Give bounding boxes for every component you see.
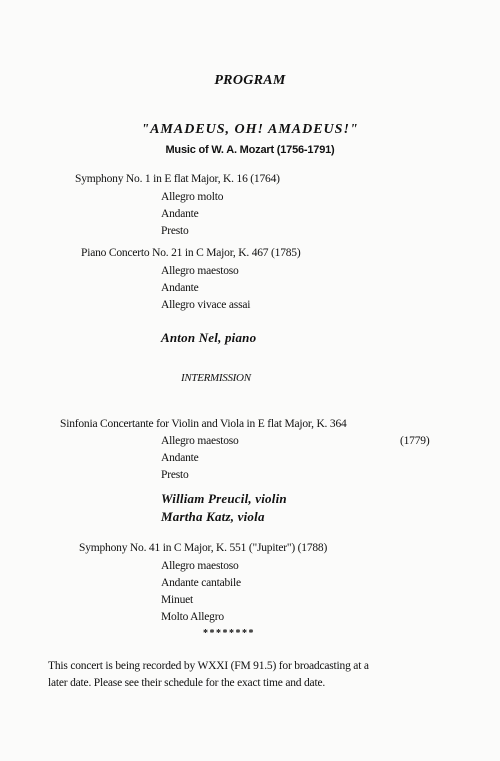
- performer-violin: William Preucil, violin: [161, 491, 287, 506]
- broadcast-note-line: This concert is being recorded by WXXI (FM 91.5) for broadcasting at a: [48, 660, 369, 672]
- broadcast-note-line: later date. Please see their schedule for the exact time and date.: [48, 677, 326, 689]
- intermission-label: INTERMISSION: [181, 372, 251, 384]
- movement-item: Allegro maestoso: [161, 435, 239, 447]
- movement-item: Andante cantabile: [161, 577, 241, 589]
- movement-item: Minuet: [161, 594, 194, 606]
- movement-item: Allegro maestoso: [161, 265, 239, 277]
- concert-subtitle: Music of W. A. Mozart (1756-1791): [165, 144, 335, 156]
- movement-item: Andante: [161, 282, 199, 294]
- work-year-sinfonia-concertante: (1779): [400, 435, 430, 447]
- work-title-symphony-1: Symphony No. 1 in E flat Major, K. 16 (1764): [75, 173, 280, 185]
- movement-item: Presto: [161, 225, 189, 237]
- work-movements-symphony-41: [161, 558, 241, 626]
- work-movements-sinfonia-concertante: [161, 433, 239, 484]
- performer-viola: Martha Katz, viola: [161, 509, 265, 524]
- performer-piano: Anton Nel, piano: [161, 330, 257, 345]
- movement-item: Allegro vivace assai: [161, 299, 251, 311]
- movement-item: Andante: [161, 208, 199, 220]
- movement-item: Presto: [161, 469, 189, 481]
- movement-item: Allegro maestoso: [161, 560, 239, 572]
- work-movements-symphony-1: [161, 189, 223, 240]
- work-movements-piano-concerto-21: [161, 263, 250, 314]
- concert-title: "AMADEUS, OH! AMADEUS!": [141, 122, 359, 137]
- work-title-symphony-41: Symphony No. 41 in C Major, K. 551 ("Jupiter") (1788): [79, 542, 328, 554]
- section-separator: ********: [203, 628, 255, 639]
- work-title-piano-concerto-21: Piano Concerto No. 21 in C Major, K. 467 (1785): [81, 247, 301, 259]
- movement-item: Allegro molto: [161, 191, 224, 203]
- program-heading: PROGRAM: [214, 73, 286, 88]
- work-title-sinfonia-concertante: Sinfonia Concertante for Violin and Viola in E flat Major, K. 364: [60, 418, 347, 430]
- movement-item: Andante: [161, 452, 199, 464]
- movement-item: Molto Allegro: [161, 611, 224, 623]
- broadcast-note: [48, 658, 369, 692]
